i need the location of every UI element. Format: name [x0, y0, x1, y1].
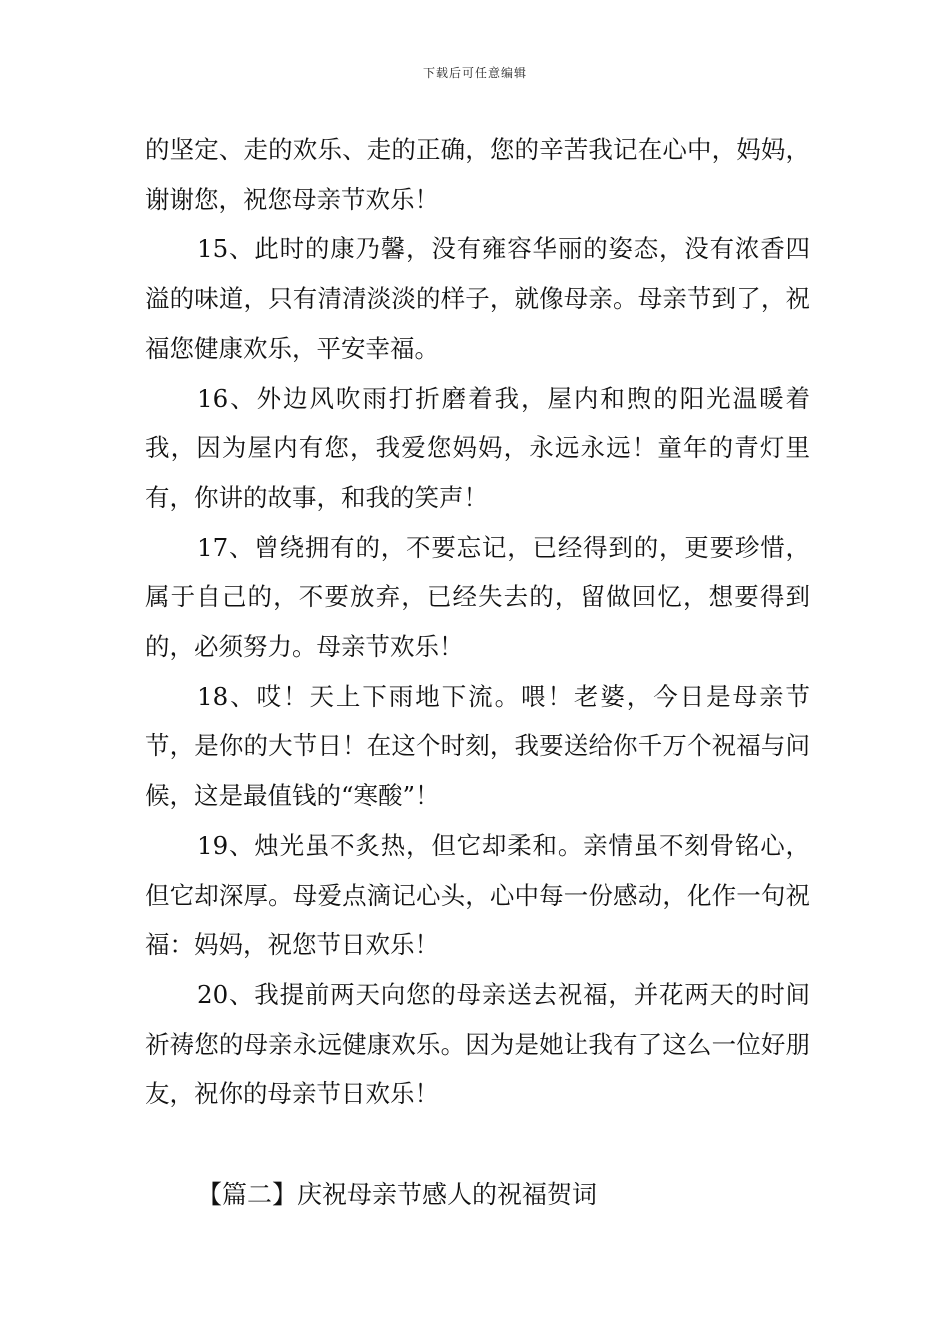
- paragraph-17: 17、曾绕拥有的，不要忘记，已经得到的，更要珍惜，属于自己的，不要放弃，已经失去的，留做回忆，想要得到的，必须努力。母亲节欢乐！: [145, 532, 810, 662]
- document-body: [145, 125, 810, 1119]
- paragraph-20: 20、我提前两天向您的母亲送去祝福，并花两天的时间祈祷您的母亲永远健康欢乐。因为是她让我有了这么一位好朋友，祝你的母亲节日欢乐！: [145, 979, 810, 1109]
- section-heading: 【篇二】庆祝母亲节感人的祝福贺词: [197, 1180, 598, 1209]
- paragraph-16: 16、外边风吹雨打折磨着我，屋内和煦的阳光温暖着我，因为屋内有您，我爱您妈妈，永远永远！童年的青灯里有，你讲的故事，和我的笑声！: [145, 383, 810, 512]
- paragraph-19: 19、烛光虽不炙热，但它却柔和。亲情虽不刻骨铭心，但它却深厚。母爱点滴记心头，心中每一份感动，化作一句祝福：妈妈，祝您节日欢乐！: [145, 830, 810, 960]
- paragraph-15: 15、此时的康乃馨，没有雍容华丽的姿态，没有浓香四溢的味道，只有清清淡淡的样子，就像母亲。母亲节到了，祝福您健康欢乐，平安幸福。: [145, 234, 810, 363]
- paragraph-18: 18、哎！天上下雨地下流。喂！老婆，今日是母亲节节，是你的大节日！在这个时刻，我要送给你千万个祝福与问候，这是最值钱的“寒酸”！: [145, 681, 810, 811]
- page-header-note: 下载后可任意编辑: [422, 66, 527, 80]
- paragraph-continuation: 的坚定、走的欢乐、走的正确，您的辛苦我记在心中，妈妈，谢谢您，祝您母亲节欢乐！: [145, 135, 810, 214]
